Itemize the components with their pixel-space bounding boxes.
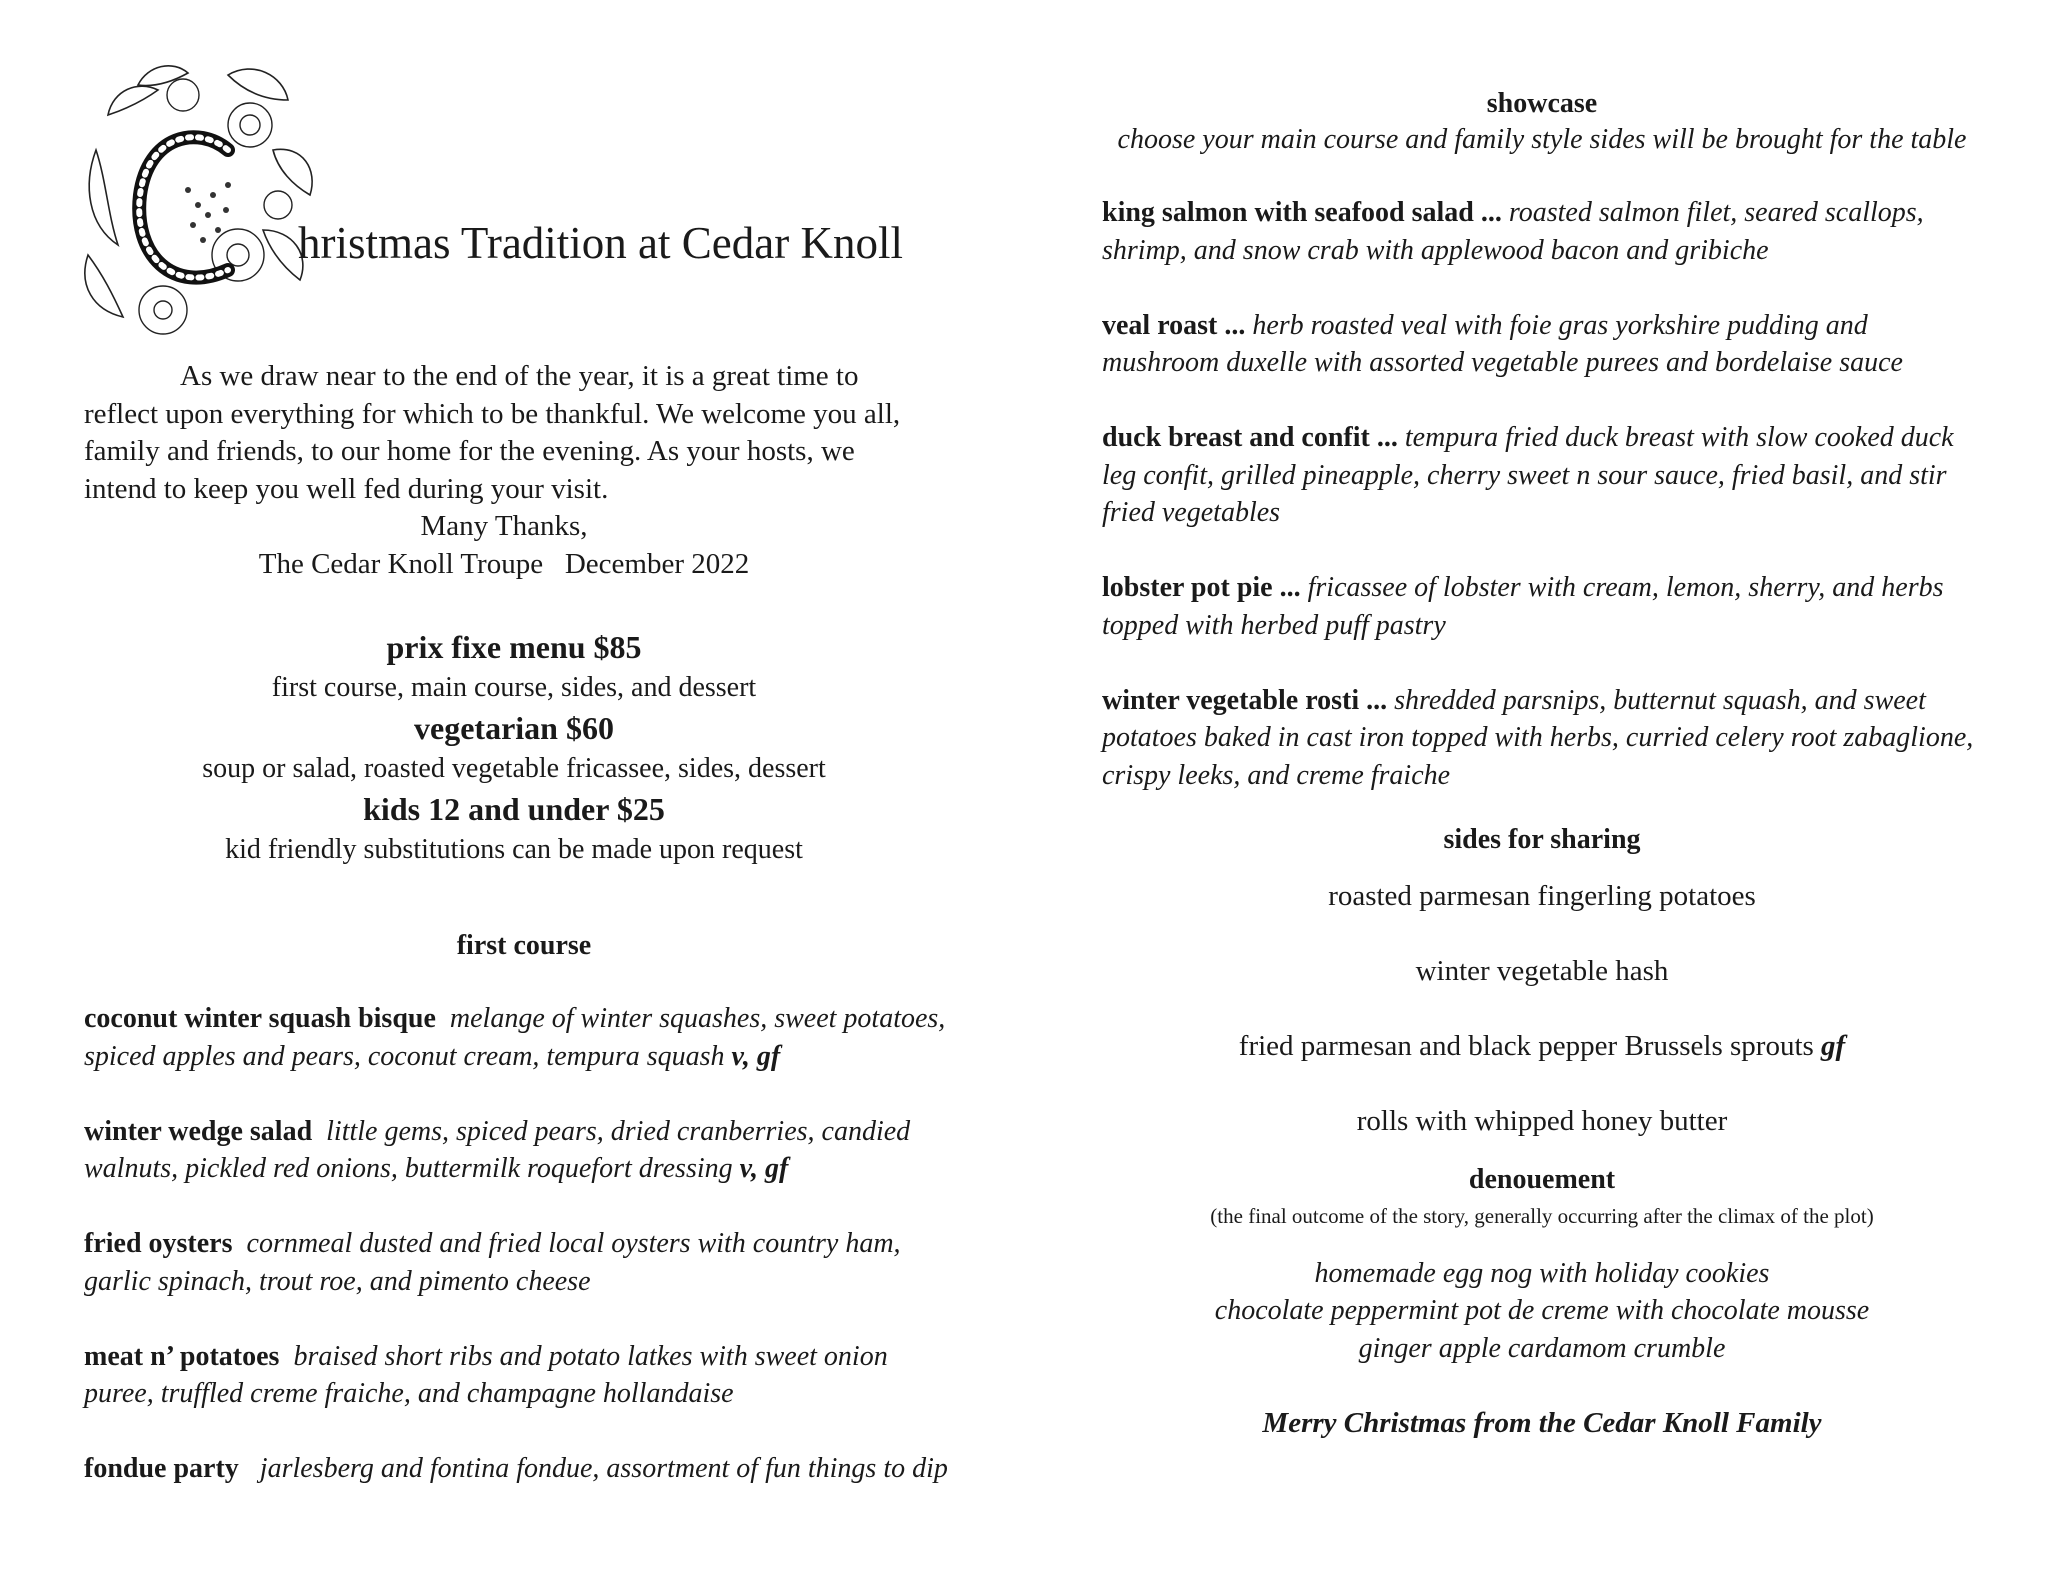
denouement-heading: denouement: [1468, 1163, 1616, 1195]
sides-heading: sides for sharing: [1443, 823, 1641, 855]
menu-item: [84, 1000, 964, 1075]
price-detail: soup or salad, roasted vegetable fricassee, sides, dessert: [202, 753, 826, 784]
menu-item: [84, 1338, 964, 1413]
menu-item-name: fondue party: [84, 1453, 239, 1484]
menu-item: [84, 1113, 964, 1188]
price-heading: vegetarian $60: [414, 710, 614, 746]
menu-item-name: meat n’ potatoes: [84, 1340, 280, 1372]
sides-section: [1102, 824, 1982, 1140]
closing-message: Merry Christmas from the Cedar Knoll Family: [1262, 1407, 1822, 1439]
intro-signoff: Many Thanks,: [420, 510, 588, 542]
price-detail: first course, main course, sides, and dessert: [271, 672, 757, 703]
price-heading: prix fixe menu $85: [386, 629, 642, 665]
menu-item-description: melange of winter squashes, sweet potatoes, spiced apples and pears, coconut cream, tempura squash: [84, 1003, 946, 1072]
price-detail: kid friendly substitutions can be made upon request: [225, 834, 803, 865]
menu-item-name: veal roast ...: [1102, 309, 1246, 341]
menu-item: [1102, 569, 1982, 644]
showcase-subheading: choose your main course and family style sides will be brought for the table: [1117, 124, 1967, 155]
first-course-heading: first course: [456, 930, 592, 961]
pricing-block: [84, 627, 944, 870]
menu-item-description: fricassee of lobster with cream, lemon, sherry, and herbs topped with herbed puff pastry: [1102, 572, 1944, 641]
menu-item-name: duck breast and confit ...: [1102, 422, 1398, 453]
menu-item-name: winter wedge salad: [84, 1115, 313, 1147]
dietary-tag: v, gf: [731, 1040, 781, 1072]
side-item: roasted parmesan fingerling potatoes: [1328, 879, 1756, 912]
menu-item-description: jarlesberg and fontina fondue, assortment of fun things to dip: [259, 1453, 948, 1484]
menu-item-description: little gems, spiced pears, dried cranberries, candied walnuts, pickled red onions, buttermilk roquefort dressing: [84, 1115, 911, 1184]
menu-item: [1102, 419, 1982, 532]
menu-item-name: fried oysters: [84, 1228, 233, 1259]
showcase-list: [1102, 194, 1982, 794]
menu-item-description: herb roasted veal with foie gras yorkshire pudding and mushroom duxelle with assorted vegetable purees and bordelaise sauce: [1102, 309, 1903, 378]
menu-item: [84, 1225, 964, 1300]
menu-item: [1102, 194, 1982, 269]
menu-item: [1102, 307, 1982, 382]
denouement-note: (the final outcome of the story, generally occurring after the climax of the plot): [1210, 1203, 1874, 1228]
menu-item-description: roasted salmon filet, seared scallops, shrimp, and snow crab with applewood bacon and gribiche: [1102, 197, 1924, 266]
side-item-text: fried parmesan and black pepper Brussels sprouts: [1238, 1029, 1814, 1062]
denouement-section: [1102, 1164, 1982, 1368]
left-column: [84, 55, 964, 1525]
intro: [84, 358, 934, 583]
showcase-heading: showcase: [1486, 88, 1598, 119]
price-heading: kids 12 and under $25: [363, 791, 665, 827]
side-item: rolls with whipped honey butter: [1356, 1104, 1728, 1137]
menu-item-description: tempura fried duck breast with slow cooked duck leg confit, grilled pineapple, cherry sweet n sour sauce, fried basil, and stir fried vegetables: [1102, 422, 1954, 528]
menu-item-name: coconut winter squash bisque: [84, 1003, 436, 1034]
dietary-tag: v, gf: [739, 1153, 789, 1184]
dessert-list: [1102, 1255, 1982, 1368]
menu-item-name: king salmon with seafood salad ...: [1102, 197, 1502, 228]
dietary-tag: gf: [1821, 1029, 1846, 1062]
side-item: [1102, 1028, 1982, 1065]
menu-item: [84, 1450, 964, 1488]
intro-paragraph: As we draw near to the end of the year, it is a great time to reflect upon everything for which to be thankful. We welcome you all, family and friends, to our home for the evening. As your hosts, we intend to keep you well fed during your visit.: [84, 360, 901, 505]
menu-item-description: cornmeal dusted and fried local oysters with country ham, garlic spinach, trout roe, and pimento cheese: [84, 1228, 901, 1297]
menu-item-name: winter vegetable rosti ...: [1102, 684, 1388, 716]
floral-letter-c-icon: [78, 55, 318, 345]
menu-item-description: braised short ribs and potato latkes with sweet onion puree, truffled creme fraiche, and champagne hollandaise: [84, 1340, 888, 1409]
menu-item-name: lobster pot pie ...: [1102, 572, 1301, 603]
first-course-list: [84, 1000, 964, 1488]
intro-signature: The Cedar Knoll Troupe December 2022: [258, 547, 750, 580]
side-item: winter vegetable hash: [1415, 954, 1669, 987]
dessert-item: homemade egg nog with holiday cookies: [1314, 1257, 1770, 1289]
title-row: [84, 55, 964, 305]
menu-item: [1102, 682, 1982, 795]
dessert-item: ginger apple cardamom crumble: [1358, 1332, 1726, 1364]
menu-item-description: shredded parsnips, butternut squash, and sweet potatoes baked in cast iron topped with herbs, curried celery root zabaglione, crispy leeks, and creme fraiche: [1102, 684, 1974, 791]
right-column: [1102, 88, 1982, 1440]
dessert-item: chocolate peppermint pot de creme with chocolate mousse: [1214, 1295, 1870, 1326]
page-title: hristmas Tradition at Cedar Knoll: [298, 218, 903, 268]
